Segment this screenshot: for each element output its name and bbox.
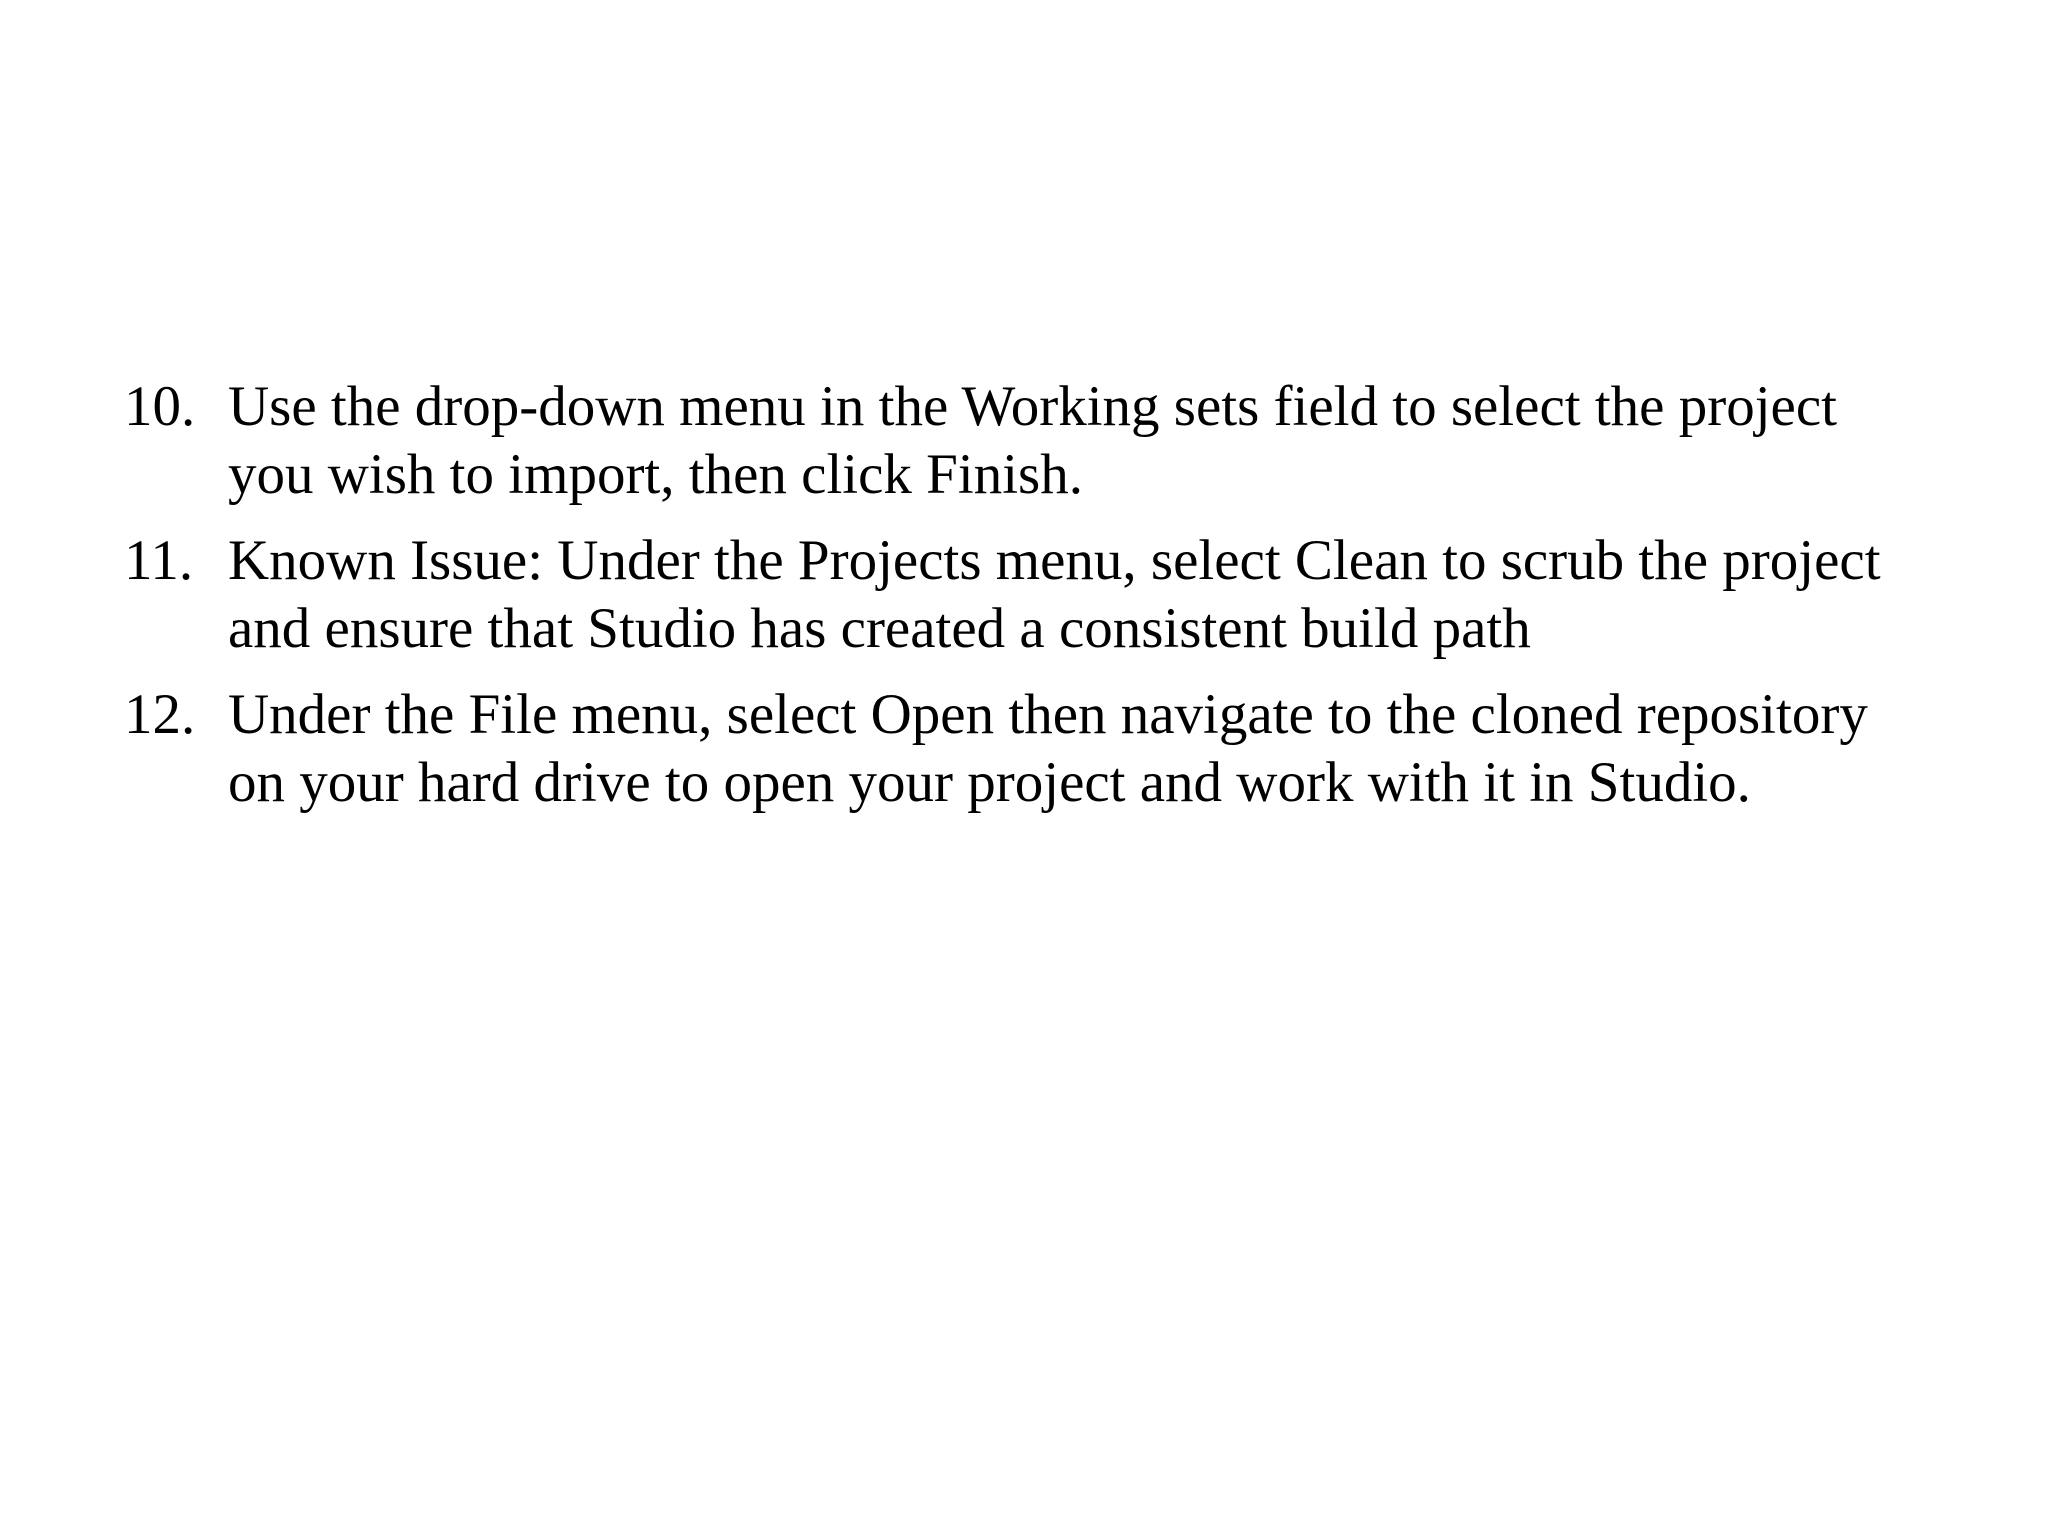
step-number: 11. — [124, 529, 194, 592]
list-item — [124, 373, 2004, 509]
step-text-line: Use the drop-down menu in the Working sets field to select the project — [228, 375, 1837, 438]
list-item — [124, 681, 2004, 817]
step-number: 10. — [124, 375, 196, 438]
step-text-line: and ensure that Studio has created a consistent build path — [228, 597, 1531, 660]
step-text — [228, 527, 2004, 663]
step-text — [228, 681, 2004, 817]
step-text — [228, 373, 2004, 509]
step-text-line: on your hard drive to open your project and work with it in Studio. — [228, 751, 1751, 814]
step-number: 12. — [124, 683, 196, 746]
step-text-line: Under the File menu, select Open then navigate to the cloned repository — [228, 683, 1868, 746]
list-item — [124, 527, 2004, 663]
instruction-list — [124, 373, 2004, 835]
step-text-line: you wish to import, then click Finish. — [228, 443, 1083, 506]
step-text-line: Known Issue: Under the Projects menu, select Clean to scrub the project — [228, 529, 1881, 592]
